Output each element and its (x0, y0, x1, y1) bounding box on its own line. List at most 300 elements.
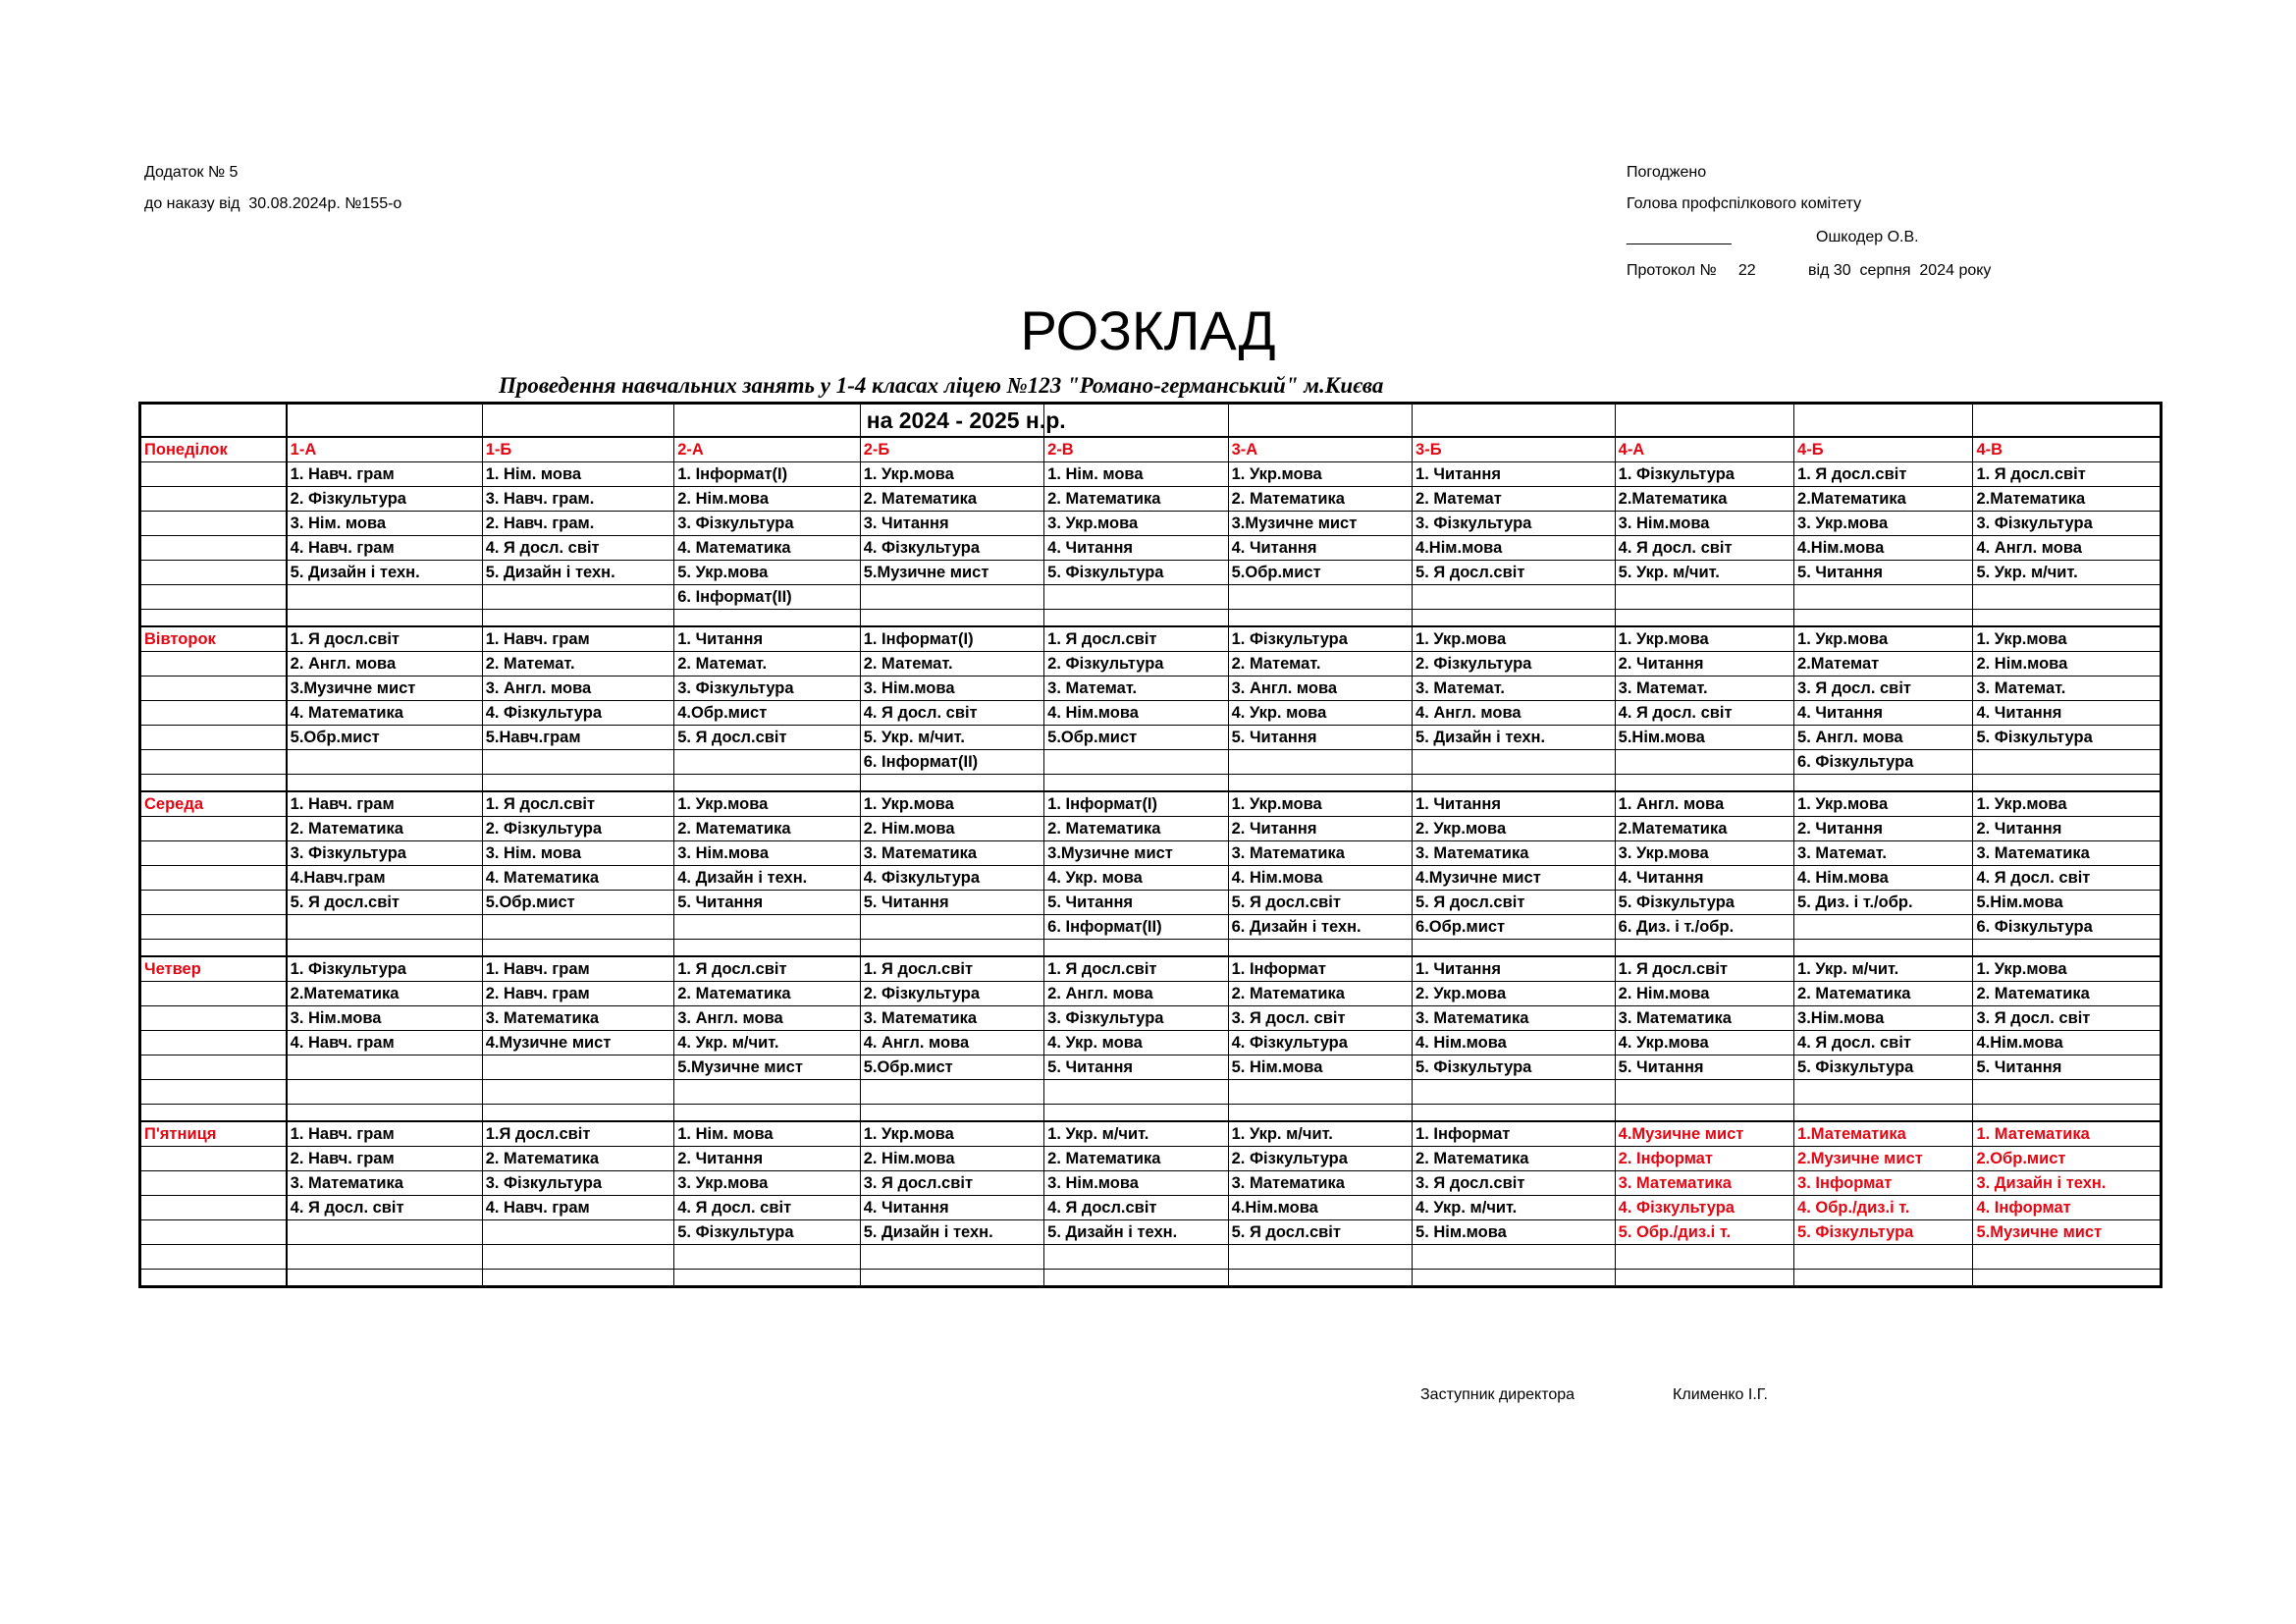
lesson-cell: 3. Фізкультура (1044, 1006, 1228, 1031)
class-name: 2-А (674, 437, 860, 462)
spacer-cell (860, 1105, 1043, 1122)
lesson-cell: 2. Математ (1413, 487, 1616, 512)
lesson-cell: 3. Нім. мова (482, 841, 674, 866)
lesson-cell (674, 1080, 860, 1105)
header-cell (1794, 404, 1973, 438)
lesson-cell: 1. Укр.мова (860, 1121, 1043, 1147)
day-cell-empty (140, 817, 287, 841)
lesson-cell: 4. Нім.мова (1794, 866, 1973, 891)
lesson-cell: 2. Нім.мова (860, 1147, 1043, 1171)
lesson-cell: 3. Математика (482, 1006, 674, 1031)
lesson-cell: 3. Фізкультура (287, 841, 483, 866)
lesson-cell: 3. Укр.мова (1615, 841, 1793, 866)
lesson-cell: 5. Дизайн і техн. (860, 1220, 1043, 1245)
lesson-cell: 6. Диз. і т./обр. (1615, 915, 1793, 940)
lesson-cell: 5. Читання (1044, 1056, 1228, 1080)
header-cell (1615, 404, 1793, 438)
lesson-cell: 3. Англ. мова (674, 1006, 860, 1031)
lesson-cell: 5. Дизайн і техн. (287, 561, 483, 585)
lesson-cell: 2. Математика (1044, 817, 1228, 841)
day-name: П'ятниця (140, 1121, 287, 1147)
lesson-cell: 3. Фізкультура (674, 677, 860, 701)
spacer-cell (287, 1270, 483, 1287)
lesson-cell: 2. Фізкультура (1228, 1147, 1412, 1171)
spacer-cell (1413, 940, 1616, 957)
lesson-cell: 2.Музичне мист (1794, 1147, 1973, 1171)
day-cell-empty (140, 1031, 287, 1056)
lesson-cell (482, 1245, 674, 1270)
spacer-cell (287, 775, 483, 792)
lesson-cell: 3. Я досл.світ (860, 1171, 1043, 1196)
spacer-cell (860, 1270, 1043, 1287)
lesson-cell (1615, 1245, 1793, 1270)
spacer-cell (1794, 1105, 1973, 1122)
spacer-cell (140, 1270, 287, 1287)
lesson-cell (1794, 585, 1973, 610)
lesson-cell: 1. Укр.мова (860, 462, 1043, 487)
spacer-cell (1413, 1105, 1616, 1122)
spacer-cell (1044, 610, 1228, 627)
lesson-cell: 1. Навч. грам (287, 462, 483, 487)
spacer-cell (1044, 775, 1228, 792)
day-cell-empty (140, 1245, 287, 1270)
lesson-cell: 1. Нім. мова (1044, 462, 1228, 487)
header-cell (287, 404, 483, 438)
lesson-cell: 4.Обр.мист (674, 701, 860, 726)
lesson-cell: 4. Я досл. світ (482, 536, 674, 561)
lesson-cell: 2.Математика (287, 982, 483, 1006)
lesson-cell: 2.Математ (1794, 652, 1973, 677)
lesson-cell: 1. Укр.мова (1973, 791, 2162, 817)
lesson-cell: 3. Фізкультура (482, 1171, 674, 1196)
lesson-cell: 3. Математика (1615, 1171, 1793, 1196)
spacer-cell (1228, 1105, 1412, 1122)
spacer-cell (140, 940, 287, 957)
day-cell-empty (140, 750, 287, 775)
lesson-cell (674, 750, 860, 775)
lesson-cell (482, 585, 674, 610)
spacer-cell (140, 610, 287, 627)
lesson-cell: 1. Нім. мова (482, 462, 674, 487)
lesson-cell: 3. Навч. грам. (482, 487, 674, 512)
lesson-cell: 2. Англ. мова (287, 652, 483, 677)
spacer-cell (287, 940, 483, 957)
spacer-cell (287, 610, 483, 627)
lesson-cell: 6. Фізкультура (1973, 915, 2162, 940)
lesson-cell (287, 1220, 483, 1245)
day-name: Вівторок (140, 626, 287, 652)
lesson-cell: 1. Інформат(І) (1044, 791, 1228, 817)
day-name: Середа (140, 791, 287, 817)
lesson-cell: 2. Читання (1794, 817, 1973, 841)
union-head-position: Голова профспілкового комітету (1627, 195, 1862, 212)
lesson-cell: 5. Читання (1973, 1056, 2162, 1080)
day-cell-empty (140, 891, 287, 915)
lesson-cell: 3. Інформат (1794, 1171, 1973, 1196)
day-cell-empty (140, 487, 287, 512)
lesson-cell: 1. Я досл.світ (674, 956, 860, 982)
lesson-cell: 2. Укр.мова (1413, 817, 1616, 841)
lesson-cell: 4.Нім.мова (1973, 1031, 2162, 1056)
lesson-cell: 3.Музичне мист (1228, 512, 1412, 536)
lesson-cell (1044, 1245, 1228, 1270)
lesson-cell: 3. Фізкультура (674, 512, 860, 536)
lesson-cell: 3. Математика (287, 1171, 483, 1196)
header-cell (1413, 404, 1616, 438)
header-cell (482, 404, 674, 438)
lesson-cell: 5.Нім.мова (1973, 891, 2162, 915)
day-cell-empty (140, 1056, 287, 1080)
lesson-cell: 1. Я досл.світ (1615, 956, 1793, 982)
lesson-cell: 2. Читання (1228, 817, 1412, 841)
spacer-cell (860, 610, 1043, 627)
lesson-cell: 1. Я досл.світ (1973, 462, 2162, 487)
spacer-cell (482, 610, 674, 627)
lesson-cell: 5. Я досл.світ (674, 726, 860, 750)
lesson-cell: 1. Фізкультура (1615, 462, 1793, 487)
lesson-cell: 4. Читання (1615, 866, 1793, 891)
day-name: Четвер (140, 956, 287, 982)
class-name: 1-А (287, 437, 483, 462)
spacer-cell (1615, 1105, 1793, 1122)
spacer-cell (1615, 940, 1793, 957)
lesson-cell: 2. Математика (1973, 982, 2162, 1006)
lesson-cell (1794, 1080, 1973, 1105)
lesson-cell: 3. Фізкультура (1973, 512, 2162, 536)
lesson-cell: 5. Читання (1044, 891, 1228, 915)
lesson-cell: 1. Укр.мова (860, 791, 1043, 817)
lesson-cell: 4. Нім.мова (1228, 866, 1412, 891)
lesson-cell: 1. Я досл.світ (1794, 462, 1973, 487)
signature-block (1420, 1386, 1768, 1404)
spacer-cell (674, 940, 860, 957)
spacer-cell (860, 940, 1043, 957)
lesson-cell: 6. Інформат(ІІ) (674, 585, 860, 610)
lesson-cell (1228, 585, 1412, 610)
lesson-cell: 1. Укр.мова (1228, 791, 1412, 817)
lesson-cell: 2. Нім.мова (674, 487, 860, 512)
lesson-cell: 1. Читання (1413, 956, 1616, 982)
lesson-cell (1044, 750, 1228, 775)
day-cell-empty (140, 1147, 287, 1171)
lesson-cell: 5. Фізкультура (1044, 561, 1228, 585)
lesson-cell: 4. Я досл. світ (1794, 1031, 1973, 1056)
lesson-cell: 3. Укр.мова (1794, 512, 1973, 536)
lesson-cell: 5. Читання (1794, 561, 1973, 585)
spacer-cell (482, 775, 674, 792)
lesson-cell: 2. Читання (674, 1147, 860, 1171)
lesson-cell: 1. Укр. м/чит. (1794, 956, 1973, 982)
lesson-cell: 1. Математика (1973, 1121, 2162, 1147)
header-cell (1044, 404, 1228, 438)
lesson-cell: 3. Укр.мова (1044, 512, 1228, 536)
lesson-cell: 2. Математика (1228, 487, 1412, 512)
lesson-cell: 4.Музичне мист (1413, 866, 1616, 891)
spacer-cell (1228, 1270, 1412, 1287)
lesson-cell: 5. Укр.мова (674, 561, 860, 585)
lesson-cell: 3. Англ. мова (482, 677, 674, 701)
lesson-cell (287, 1080, 483, 1105)
order-reference: до наказу від 30.08.2024р. №155-о (144, 195, 402, 212)
lesson-cell: 3. Нім.мова (287, 1006, 483, 1031)
lesson-cell: 3. Нім.мова (1615, 512, 1793, 536)
lesson-cell: 3.Музичне мист (287, 677, 483, 701)
lesson-cell: 1. Нім. мова (674, 1121, 860, 1147)
lesson-cell: 4. Я досл.світ (1044, 1196, 1228, 1220)
lesson-cell (1973, 1080, 2162, 1105)
lesson-cell (1973, 750, 2162, 775)
lesson-cell: 2. Математика (287, 817, 483, 841)
lesson-cell: 5. Я досл.світ (1413, 561, 1616, 585)
lesson-cell: 2. Математ. (860, 652, 1043, 677)
lesson-cell: 5.Музичне мист (674, 1056, 860, 1080)
lesson-cell (482, 750, 674, 775)
lesson-cell: 3. Нім. мова (287, 512, 483, 536)
lesson-cell (1413, 1245, 1616, 1270)
lesson-cell (287, 1056, 483, 1080)
lesson-cell (287, 1245, 483, 1270)
day-cell-empty (140, 841, 287, 866)
class-name: 3-А (1228, 437, 1412, 462)
lesson-cell: 2. Математика (1413, 1147, 1616, 1171)
lesson-cell: 2.Обр.мист (1973, 1147, 2162, 1171)
lesson-cell (1228, 750, 1412, 775)
lesson-cell (1413, 585, 1616, 610)
lesson-cell: 4. Навч. грам (482, 1196, 674, 1220)
spacer-cell (1615, 775, 1793, 792)
class-name: 3-Б (1413, 437, 1616, 462)
lesson-cell: 3. Математика (1228, 1171, 1412, 1196)
lesson-cell: 2. Читання (1615, 652, 1793, 677)
lesson-cell: 4.Музичне мист (482, 1031, 674, 1056)
lesson-cell: 3.Музичне мист (1044, 841, 1228, 866)
day-cell-empty (140, 726, 287, 750)
lesson-cell: 1. Я досл.світ (482, 791, 674, 817)
lesson-cell: 5. Читання (1228, 726, 1412, 750)
lesson-cell: 3. Математика (1228, 841, 1412, 866)
lesson-cell: 1. Читання (674, 626, 860, 652)
lesson-cell: 4. Читання (1973, 701, 2162, 726)
lesson-cell: 4. Математика (482, 866, 674, 891)
lesson-cell: 5. Фізкультура (1794, 1056, 1973, 1080)
lesson-cell: 1. Фізкультура (1228, 626, 1412, 652)
lesson-cell: 4.Нім.мова (1413, 536, 1616, 561)
lesson-cell: 5. Фізкультура (674, 1220, 860, 1245)
lesson-cell: 1. Укр.мова (1615, 626, 1793, 652)
day-cell-empty (140, 982, 287, 1006)
spacer-cell (287, 1105, 483, 1122)
lesson-cell: 4. Укр. мова (1044, 1031, 1228, 1056)
lesson-cell: 3. Англ. мова (1228, 677, 1412, 701)
lesson-cell: 4.Нім.мова (1228, 1196, 1412, 1220)
lesson-cell: 5.Обр.мист (860, 1056, 1043, 1080)
lesson-cell: 4. Фізкультура (1228, 1031, 1412, 1056)
lesson-cell: 4. Нім.мова (1413, 1031, 1616, 1056)
lesson-cell: 2. Читання (1973, 817, 2162, 841)
spacer-cell (1413, 610, 1616, 627)
lesson-cell (1413, 1080, 1616, 1105)
day-cell-empty (140, 1006, 287, 1031)
lesson-cell: 1.Математика (1794, 1121, 1973, 1147)
lesson-cell: 2. Математика (674, 817, 860, 841)
lesson-cell: 2. Нім.мова (1973, 652, 2162, 677)
lesson-cell: 1. Навч. грам (482, 956, 674, 982)
lesson-cell: 5.Нім.мова (1615, 726, 1793, 750)
lesson-cell: 1. Укр.мова (1794, 626, 1973, 652)
lesson-cell: 2. Математ. (1228, 652, 1412, 677)
lesson-cell: 2.Математика (1615, 487, 1793, 512)
class-name: 2-В (1044, 437, 1228, 462)
lesson-cell: 3. Нім.мова (860, 677, 1043, 701)
spacer-cell (1973, 1105, 2162, 1122)
spacer-cell (1615, 1270, 1793, 1287)
lesson-cell: 1. Я досл.світ (860, 956, 1043, 982)
lesson-cell: 5. Я досл.світ (1228, 1220, 1412, 1245)
lesson-cell (1794, 1245, 1973, 1270)
spacer-cell (1794, 610, 1973, 627)
page-title: РОЗКЛАД (1020, 299, 1276, 361)
lesson-cell: 1.Я досл.світ (482, 1121, 674, 1147)
signature-name: Клименко І.Г. (1673, 1386, 1768, 1403)
spacer-cell (1413, 1270, 1616, 1287)
lesson-cell: 1. Укр.мова (1794, 791, 1973, 817)
day-cell-empty (140, 462, 287, 487)
lesson-cell: 2.Математика (1794, 487, 1973, 512)
lesson-cell: 2.Математика (1615, 817, 1793, 841)
lesson-cell: 2.Математика (1973, 487, 2162, 512)
lesson-cell: 3. Математ. (1973, 677, 2162, 701)
lesson-cell: 5. Читання (1615, 1056, 1793, 1080)
lesson-cell: 4. Нім.мова (1044, 701, 1228, 726)
lesson-cell: 5. Обр./диз.і т. (1615, 1220, 1793, 1245)
lesson-cell (1044, 1080, 1228, 1105)
spacer-cell (1794, 940, 1973, 957)
spacer-cell (140, 775, 287, 792)
lesson-cell: 5. Англ. мова (1794, 726, 1973, 750)
lesson-cell: 1. Укр.мова (1973, 956, 2162, 982)
spacer-cell (1615, 610, 1793, 627)
lesson-cell: 1. Інформат(І) (674, 462, 860, 487)
day-cell-empty (140, 1171, 287, 1196)
lesson-cell: 1. Укр. м/чит. (1228, 1121, 1412, 1147)
lesson-cell: 5.Обр.мист (287, 726, 483, 750)
spacer-cell (1228, 610, 1412, 627)
spacer-cell (1044, 940, 1228, 957)
lesson-cell: 5.Навч.грам (482, 726, 674, 750)
sign-line: ____________ (1627, 229, 1732, 245)
lesson-cell: 3. Математика (1413, 841, 1616, 866)
day-cell-empty (140, 512, 287, 536)
lesson-cell: 5. Читання (674, 891, 860, 915)
day-cell-empty (140, 677, 287, 701)
spacer-cell (482, 1105, 674, 1122)
signature-position: Заступник директора (1420, 1386, 1575, 1403)
lesson-cell: 3. Математ. (1794, 841, 1973, 866)
lesson-cell: 3. Я досл. світ (1794, 677, 1973, 701)
lesson-cell: 5.Обр.мист (1228, 561, 1412, 585)
spacer-cell (1973, 775, 2162, 792)
lesson-cell: 4. Обр./диз.і т. (1794, 1196, 1973, 1220)
lesson-cell: 5. Я досл.світ (1413, 891, 1616, 915)
class-name: 4-В (1973, 437, 2162, 462)
day-cell-empty (140, 1196, 287, 1220)
lesson-cell (1615, 750, 1793, 775)
lesson-cell: 4.Нім.мова (1794, 536, 1973, 561)
lesson-cell (860, 585, 1043, 610)
lesson-cell: 4. Читання (860, 1196, 1043, 1220)
lesson-cell: 6.Обр.мист (1413, 915, 1616, 940)
lesson-cell: 4. Англ. мова (860, 1031, 1043, 1056)
lesson-cell: 4.Навч.грам (287, 866, 483, 891)
lesson-cell (1973, 1245, 2162, 1270)
lesson-cell: 3. Математ. (1044, 677, 1228, 701)
spacer-cell (1794, 1270, 1973, 1287)
lesson-cell: 4. Я досл. світ (1615, 536, 1793, 561)
lesson-cell: 6. Дизайн і техн. (1228, 915, 1412, 940)
lesson-cell: 4. Фізкультура (482, 701, 674, 726)
lesson-cell: 3. Математика (1615, 1006, 1793, 1031)
lesson-cell (1615, 585, 1793, 610)
lesson-cell: 3. Математика (860, 841, 1043, 866)
lesson-cell (860, 1080, 1043, 1105)
lesson-cell: 1. Я досл.світ (1044, 626, 1228, 652)
lesson-cell: 1. Укр. м/чит. (1044, 1121, 1228, 1147)
lesson-cell (1615, 1080, 1793, 1105)
spacer-cell (1794, 775, 1973, 792)
lesson-cell (674, 1245, 860, 1270)
lesson-cell: 4. Математика (674, 536, 860, 561)
lesson-cell: 3. Я досл. світ (1228, 1006, 1412, 1031)
spacer-cell (1413, 775, 1616, 792)
lesson-cell: 5. Укр. м/чит. (1973, 561, 2162, 585)
agreed-label: Погоджено (1627, 164, 1707, 181)
lesson-cell: 4. Фізкультура (860, 536, 1043, 561)
lesson-cell: 2. Англ. мова (1044, 982, 1228, 1006)
lesson-cell: 1. Інформат (1228, 956, 1412, 982)
lesson-cell (482, 1220, 674, 1245)
lesson-cell: 4. Укр.мова (1615, 1031, 1793, 1056)
lesson-cell: 1. Інформат(І) (860, 626, 1043, 652)
lesson-cell: 3. Дизайн і техн. (1973, 1171, 2162, 1196)
lesson-cell: 5.Музичне мист (860, 561, 1043, 585)
spacer-cell (1228, 775, 1412, 792)
lesson-cell: 4. Я досл. світ (674, 1196, 860, 1220)
lesson-cell (287, 750, 483, 775)
class-name: 1-Б (482, 437, 674, 462)
appendix-label: Додаток № 5 (144, 164, 239, 181)
lesson-cell: 3. Математ. (1615, 677, 1793, 701)
lesson-cell: 5. Дизайн і техн. (482, 561, 674, 585)
day-cell-empty (140, 585, 287, 610)
lesson-cell (1413, 750, 1616, 775)
lesson-cell: 4. Фізкультура (860, 866, 1043, 891)
lesson-cell: 2. Нім.мова (1615, 982, 1793, 1006)
lesson-cell: 1. Навч. грам (287, 1121, 483, 1147)
lesson-cell: 3. Нім.мова (674, 841, 860, 866)
timetable-grid (138, 402, 2163, 1288)
lesson-cell: 2. Математика (674, 982, 860, 1006)
lesson-cell: 3. Я досл. світ (1973, 1006, 2162, 1031)
lesson-cell: 4. Дизайн і техн. (674, 866, 860, 891)
lesson-cell: 1. Укр.мова (1973, 626, 2162, 652)
lesson-cell (482, 915, 674, 940)
lesson-cell: 5. Фізкультура (1973, 726, 2162, 750)
lesson-cell (674, 915, 860, 940)
lesson-cell: 3. Математика (1413, 1006, 1616, 1031)
lesson-cell: 2. Фізкультура (1413, 652, 1616, 677)
lesson-cell: 2. Математика (1044, 1147, 1228, 1171)
lesson-cell: 4. Укр. мова (1044, 866, 1228, 891)
